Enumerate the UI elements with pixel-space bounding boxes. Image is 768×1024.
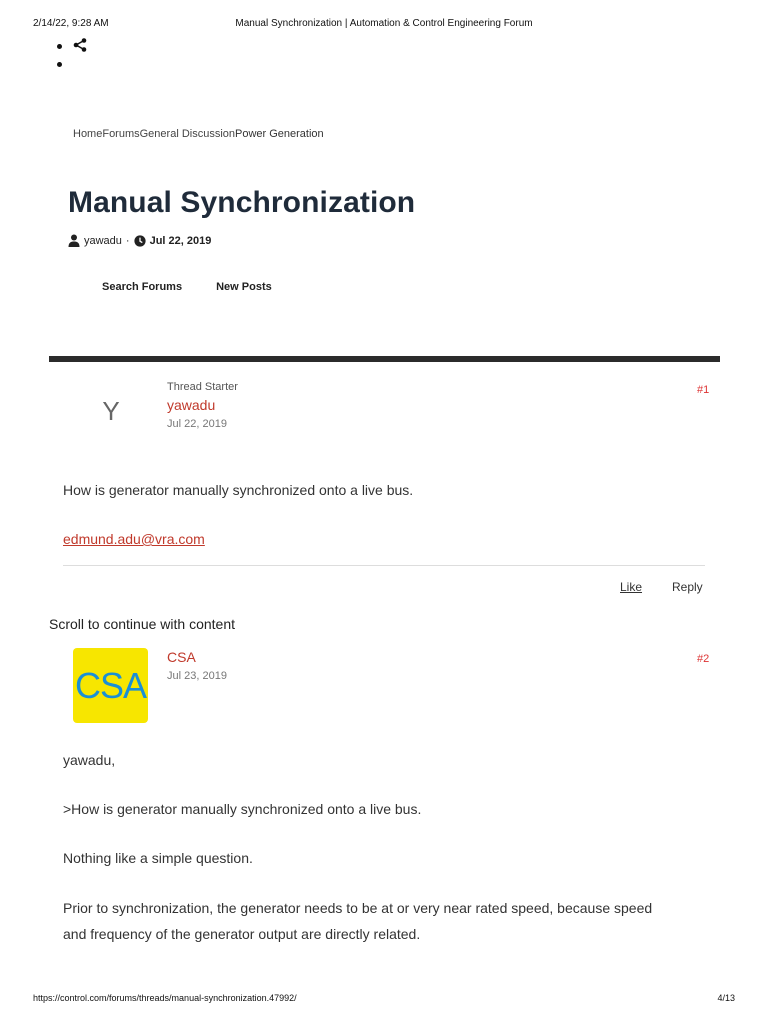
- avatar[interactable]: CSA: [73, 648, 148, 723]
- print-title: Manual Synchronization | Automation & Control Engineering Forum: [235, 18, 533, 29]
- share-icon[interactable]: [73, 38, 87, 52]
- scroll-note: Scroll to continue with content: [49, 616, 235, 632]
- search-forums-link[interactable]: Search Forums: [102, 281, 183, 293]
- breadcrumb: [73, 128, 324, 140]
- post-date: Jul 22, 2019: [167, 418, 227, 430]
- thread-starter-badge: Thread Starter: [167, 381, 238, 393]
- clock-icon: [134, 235, 146, 247]
- reply-button[interactable]: Reply: [672, 580, 703, 594]
- print-datetime: 2/14/22, 9:28 AM: [33, 18, 109, 29]
- breadcrumb-power-generation[interactable]: Power Generation: [235, 128, 324, 140]
- avatar[interactable]: Y: [102, 396, 120, 426]
- post-divider: [63, 565, 705, 566]
- post-text: yawadu,: [63, 752, 116, 768]
- thread-author[interactable]: yawadu: [84, 234, 122, 247]
- like-button[interactable]: Like: [620, 580, 643, 594]
- post-username[interactable]: CSA: [167, 649, 196, 665]
- post-text: >How is generator manually synchronized onto a live bus.: [63, 801, 422, 817]
- post-date: Jul 23, 2019: [167, 670, 227, 682]
- breadcrumb-general-discussion[interactable]: General Discussion: [139, 128, 235, 140]
- new-posts-link[interactable]: New Posts: [216, 281, 272, 293]
- breadcrumb-home[interactable]: Home: [73, 128, 103, 140]
- bullet-dot: [57, 44, 62, 49]
- post-text: and frequency of the generator output are directly related.: [63, 926, 421, 942]
- post-text: How is generator manually synchronized onto a live bus.: [63, 482, 414, 498]
- email-link[interactable]: edmund.adu@vra.com: [63, 531, 205, 547]
- print-page-number: 4/13: [717, 993, 735, 1003]
- post-number[interactable]: #2: [697, 653, 710, 665]
- meta-separator: ·: [125, 234, 130, 247]
- post-username[interactable]: yawadu: [167, 397, 216, 413]
- page-title: Manual Synchronization: [68, 186, 416, 219]
- post-number[interactable]: #1: [697, 384, 710, 396]
- user-icon: [68, 234, 80, 247]
- print-url: https://control.com/forums/threads/manual-synchronization.47992/: [33, 993, 297, 1003]
- breadcrumb-forums[interactable]: Forums: [102, 128, 140, 140]
- post-text: Prior to synchronization, the generator needs to be at or very near rated speed, because speed: [63, 900, 653, 916]
- bullet-dot: [57, 62, 62, 67]
- thread-meta: [68, 234, 211, 247]
- forum-nav: [102, 281, 272, 293]
- section-divider: [49, 356, 720, 362]
- thread-date: Jul 22, 2019: [149, 234, 212, 247]
- post-text: Nothing like a simple question.: [63, 850, 253, 866]
